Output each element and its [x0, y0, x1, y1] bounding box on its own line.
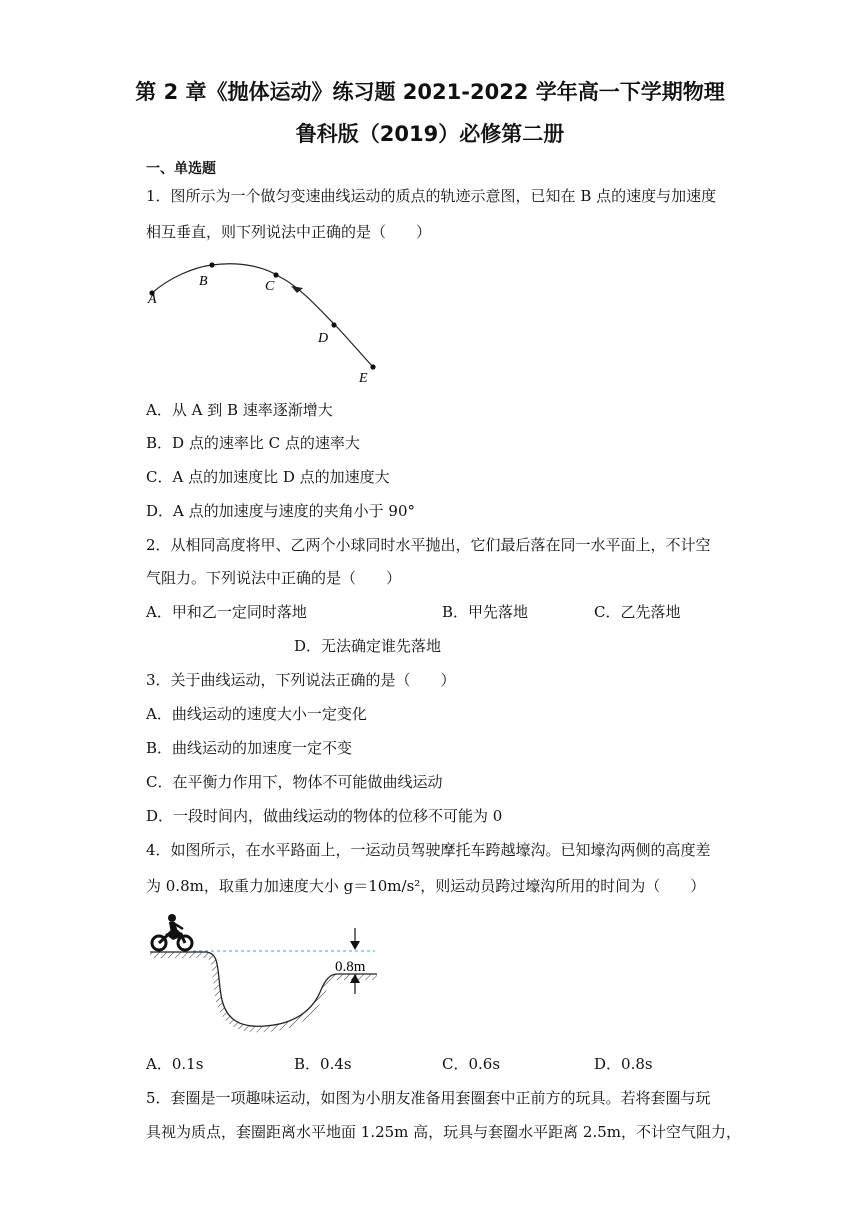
q3-stem-line1: 3．关于曲线运动，下列说法正确的是（ ）	[146, 671, 456, 689]
q3-option-a: A．曲线运动的速度大小一定变化	[146, 705, 367, 723]
q1-option-a: A．从 A 到 B 速率逐渐增大	[146, 401, 333, 419]
q1-stem-line1: 1．图所示为一个做匀变速曲线运动的质点的轨迹示意图，已知在 B 点的速度与加速度	[146, 187, 717, 205]
point-c-label: C	[265, 279, 275, 294]
q2-stem-line1: 2．从相同高度将甲、乙两个小球同时水平抛出，它们最后落在同一水平面上，不计空	[146, 536, 711, 554]
q4-ditch-figure	[145, 910, 385, 1040]
title-line-2: 鲁科版（2019）必修第二册	[295, 122, 565, 146]
arrow-down-icon	[350, 941, 360, 950]
q2-option-d: D．无法确定谁先落地	[294, 637, 442, 655]
q4-option-d: D．0.8s	[594, 1055, 653, 1073]
title-line-1: 第 2 章《抛体运动》练习题 2021-2022 学年高一下学期物理	[135, 80, 725, 104]
q1-trajectory-figure	[140, 255, 390, 390]
q4-stem-line2: 为 0.8m，取重力加速度大小 g＝10m/s²，则运动员跨过壕沟所用的时间为（ ）	[146, 877, 706, 895]
q5-stem-line1: 5．套圈是一项趣味运动，如图为小朋友准备用套圈套中正前方的玩具。若将套圈与玩	[146, 1089, 711, 1107]
q1-option-d: D．A 点的加速度与速度的夹角小于 90°	[146, 502, 415, 520]
q4-option-c: C．0.6s	[442, 1055, 501, 1073]
point-b-dot	[209, 262, 214, 267]
q1-option-c: C．A 点的加速度比 D 点的加速度大	[146, 468, 390, 486]
q2-option-b: B．甲先落地	[442, 603, 529, 621]
q4-option-b: B．0.4s	[294, 1055, 352, 1073]
point-e-dot	[370, 364, 375, 369]
q3-option-c: C．在平衡力作用下，物体不可能做曲线运动	[146, 773, 443, 791]
point-c-dot	[273, 272, 278, 277]
q2-option-a: A．甲和乙一定同时落地	[146, 603, 307, 621]
q2-option-c: C．乙先落地	[594, 603, 681, 621]
point-e-label: E	[359, 371, 368, 386]
point-a-label: A	[148, 292, 157, 307]
section-heading: 一、单选题	[146, 161, 216, 177]
q1-stem-line2: 相互垂直，则下列说法中正确的是（ ）	[146, 223, 432, 241]
q4-stem-line1: 4．如图所示，在水平路面上，一运动员驾驶摩托车跨越壕沟。已知壕沟两侧的高度差	[146, 841, 711, 859]
height-label: 0.8m	[335, 959, 366, 975]
q3-option-d: D．一段时间内，做曲线运动的物体的位移不可能为 0	[146, 807, 503, 825]
q1-option-b: B．D 点的速率比 C 点的速率大	[146, 434, 360, 452]
q4-option-a: A．0.1s	[146, 1055, 204, 1073]
motorcycle-icon	[152, 914, 192, 950]
point-b-label: B	[199, 274, 208, 289]
point-d-dot	[331, 322, 336, 327]
q2-stem-line2: 气阻力。下列说法中正确的是（ ）	[146, 569, 402, 587]
point-d-label: D	[318, 331, 329, 346]
q5-stem-line2: 具视为质点，套圈距离水平地面 1.25m 高，玩具与套圈水平距离 2.5m，不计空气阻力，	[146, 1123, 742, 1141]
q3-option-b: B．曲线运动的加速度一定不变	[146, 739, 353, 757]
